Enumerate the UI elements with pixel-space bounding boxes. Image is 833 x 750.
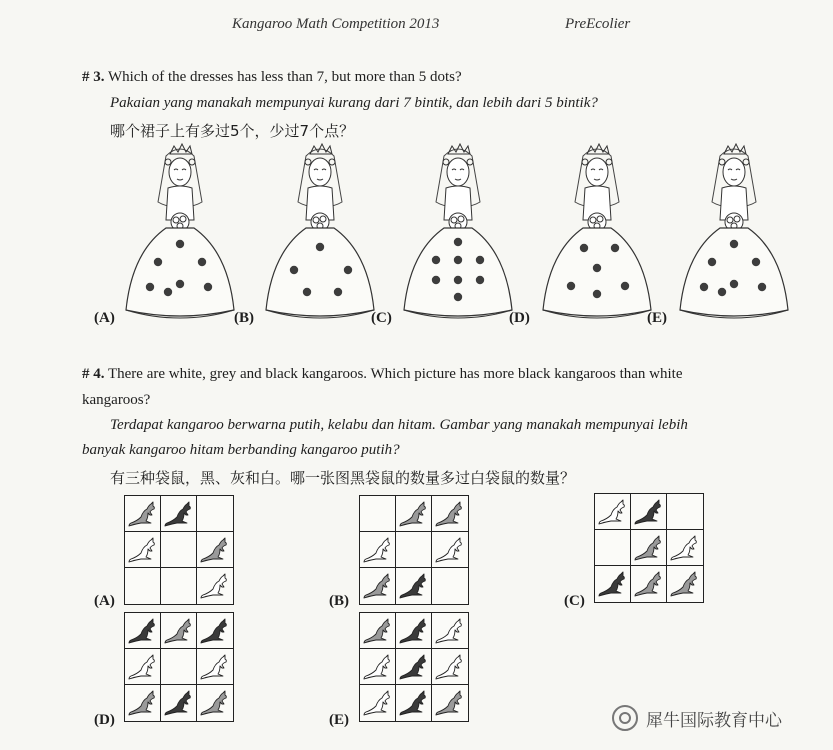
- q4-number: # 4.: [82, 366, 105, 382]
- dress-figure: [539, 142, 655, 322]
- dress-dot: [580, 244, 588, 252]
- q4-malay-line1: Terdapat kangaroo berwarna putih, kelabu dan hitam. Gambar yang manakah mempunyai lebih: [110, 417, 688, 433]
- kangaroo-icon: [199, 537, 231, 563]
- kangaroo-icon: [398, 618, 430, 644]
- grid-cell: [595, 530, 631, 566]
- q3-english-text: Which of the dresses has less than 7, but more than 5 dots?: [107, 69, 462, 85]
- q4-option-label[interactable]: (D): [94, 712, 115, 728]
- grid-cell: [631, 530, 667, 566]
- dress-dot: [154, 258, 162, 266]
- kangaroo-icon: [199, 573, 231, 599]
- grid-cell: [631, 494, 667, 530]
- kangaroo-icon: [434, 537, 466, 563]
- kangaroo-icon: [127, 537, 159, 563]
- dress-dot: [204, 283, 212, 291]
- dress-dot: [758, 283, 766, 291]
- dress-dot: [432, 276, 440, 284]
- dress-dot: [344, 266, 352, 274]
- dress-dot: [164, 288, 172, 296]
- grid-cell: [396, 613, 432, 649]
- dress-dot: [700, 283, 708, 291]
- kangaroo-icon: [633, 535, 665, 561]
- kangaroo-icon: [398, 654, 430, 680]
- kangaroo-icon: [362, 618, 394, 644]
- dress-dot: [432, 256, 440, 264]
- grid-cell: [161, 568, 197, 604]
- dress-dot: [454, 256, 462, 264]
- kangaroo-icon: [163, 690, 195, 716]
- kangaroo-icon: [398, 501, 430, 527]
- q4-option-label[interactable]: (C): [564, 593, 585, 609]
- q3-option-label[interactable]: (E): [647, 310, 667, 326]
- grid-cell: [161, 649, 197, 685]
- dress-dot: [752, 258, 760, 266]
- q3-number: # 3.: [82, 69, 105, 85]
- grid-cell: [197, 685, 233, 721]
- grid-cell: [432, 613, 468, 649]
- grid-cell: [125, 532, 161, 568]
- grid-cell: [197, 532, 233, 568]
- grid-cell: [125, 496, 161, 532]
- kangaroo-icon: [127, 690, 159, 716]
- wechat-icon: [612, 705, 638, 731]
- kangaroo-grid: [124, 612, 234, 722]
- kangaroo-icon: [398, 690, 430, 716]
- kangaroo-icon: [633, 499, 665, 525]
- kangaroo-icon: [633, 571, 665, 597]
- grid-cell: [396, 532, 432, 568]
- dress-figure: [400, 142, 516, 322]
- dress-dot: [146, 283, 154, 291]
- dress-dot: [454, 238, 462, 246]
- q3-option-label[interactable]: (B): [234, 310, 254, 326]
- kangaroo-icon: [669, 535, 701, 561]
- grid-cell: [360, 685, 396, 721]
- dress-dot: [730, 280, 738, 288]
- kangaroo-icon: [398, 573, 430, 599]
- watermark: [612, 705, 782, 731]
- kangaroo-icon: [362, 654, 394, 680]
- grid-cell: [161, 685, 197, 721]
- q4-english-text: There are white, grey and black kangaroos. Which picture has more black kangaroos than white: [107, 366, 683, 382]
- grid-cell: [631, 566, 667, 602]
- q3-option-label[interactable]: (C): [371, 310, 392, 326]
- dress-dot: [454, 276, 462, 284]
- kangaroo-icon: [163, 501, 195, 527]
- grid-cell: [125, 613, 161, 649]
- kangaroo-icon: [199, 618, 231, 644]
- dress-dot: [593, 264, 601, 272]
- dress-dot: [567, 282, 575, 290]
- kangaroo-grid: [359, 495, 469, 605]
- grid-cell: [432, 685, 468, 721]
- dress-dot: [290, 266, 298, 274]
- grid-cell: [360, 532, 396, 568]
- dress-figure: [262, 142, 378, 322]
- kangaroo-icon: [127, 618, 159, 644]
- grid-cell: [432, 649, 468, 685]
- grid-cell: [161, 496, 197, 532]
- grid-cell: [360, 613, 396, 649]
- kangaroo-icon: [163, 618, 195, 644]
- grid-cell: [432, 496, 468, 532]
- kangaroo-icon: [199, 654, 231, 680]
- dress-dot: [611, 244, 619, 252]
- grid-cell: [125, 649, 161, 685]
- kangaroo-icon: [597, 499, 629, 525]
- dress-figure: [122, 142, 238, 322]
- q4-option-label[interactable]: (E): [329, 712, 349, 728]
- dress-dot: [476, 276, 484, 284]
- kangaroo-icon: [362, 573, 394, 599]
- dress-dot: [476, 256, 484, 264]
- q3-option-label[interactable]: (D): [509, 310, 530, 326]
- kangaroo-icon: [597, 571, 629, 597]
- kangaroo-grid: [359, 612, 469, 722]
- grid-cell: [161, 613, 197, 649]
- grid-cell: [360, 496, 396, 532]
- dress-dot: [593, 290, 601, 298]
- dress-dot: [621, 282, 629, 290]
- grid-cell: [396, 568, 432, 604]
- q3-option-label[interactable]: (A): [94, 310, 115, 326]
- grid-cell: [360, 649, 396, 685]
- kangaroo-icon: [199, 690, 231, 716]
- q4-malay-line2: banyak kangaroo hitam berbanding kangaroo putih?: [82, 442, 400, 458]
- dress-dot: [718, 288, 726, 296]
- kangaroo-icon: [434, 618, 466, 644]
- grid-cell: [197, 496, 233, 532]
- competition-title: Kangaroo Math Competition 2013: [232, 16, 440, 32]
- kangaroo-icon: [434, 654, 466, 680]
- kangaroo-icon: [434, 501, 466, 527]
- dress-dot: [334, 288, 342, 296]
- grid-cell: [667, 566, 703, 602]
- q3-chinese: 哪个裙子上有多过5个，少过7个点？: [110, 122, 355, 140]
- dress-dot: [730, 240, 738, 248]
- kangaroo-grid: [124, 495, 234, 605]
- grid-cell: [432, 532, 468, 568]
- grid-cell: [396, 685, 432, 721]
- dress-dot: [303, 288, 311, 296]
- dress-dot: [176, 240, 184, 248]
- grid-cell: [197, 613, 233, 649]
- kangaroo-icon: [434, 690, 466, 716]
- grid-cell: [667, 530, 703, 566]
- competition-level: PreEcolier: [565, 16, 631, 32]
- q4-english-line2: kangaroos?: [82, 392, 151, 408]
- dress-dot: [454, 293, 462, 301]
- q4-chinese: 有三种袋鼠，黑、灰和白。哪一张图黑袋鼠的数量多过白袋鼠的数量？: [110, 469, 576, 487]
- q4-option-label[interactable]: (B): [329, 593, 349, 609]
- kangaroo-icon: [127, 501, 159, 527]
- grid-cell: [396, 496, 432, 532]
- kangaroo-icon: [362, 537, 394, 563]
- kangaroo-icon: [362, 690, 394, 716]
- dress-dot: [708, 258, 716, 266]
- grid-cell: [125, 685, 161, 721]
- grid-cell: [360, 568, 396, 604]
- q3-english: [82, 69, 462, 86]
- dress-figure: [676, 142, 792, 322]
- q4-option-label[interactable]: (A): [94, 593, 115, 609]
- watermark-text: 犀牛国际教育中心: [646, 710, 782, 731]
- grid-cell: [595, 566, 631, 602]
- kangaroo-icon: [669, 571, 701, 597]
- kangaroo-icon: [127, 654, 159, 680]
- grid-cell: [161, 532, 197, 568]
- q4-english-line1: [82, 366, 683, 383]
- grid-cell: [396, 649, 432, 685]
- grid-cell: [197, 649, 233, 685]
- grid-cell: [667, 494, 703, 530]
- grid-cell: [595, 494, 631, 530]
- dress-dot: [176, 280, 184, 288]
- grid-cell: [197, 568, 233, 604]
- dress-dot: [198, 258, 206, 266]
- grid-cell: [125, 568, 161, 604]
- kangaroo-grid: [594, 493, 704, 603]
- q3-malay: Pakaian yang manakah mempunyai kurang dari 7 bintik, dan lebih dari 5 bintik?: [110, 95, 598, 111]
- grid-cell: [432, 568, 468, 604]
- dress-dot: [316, 243, 324, 251]
